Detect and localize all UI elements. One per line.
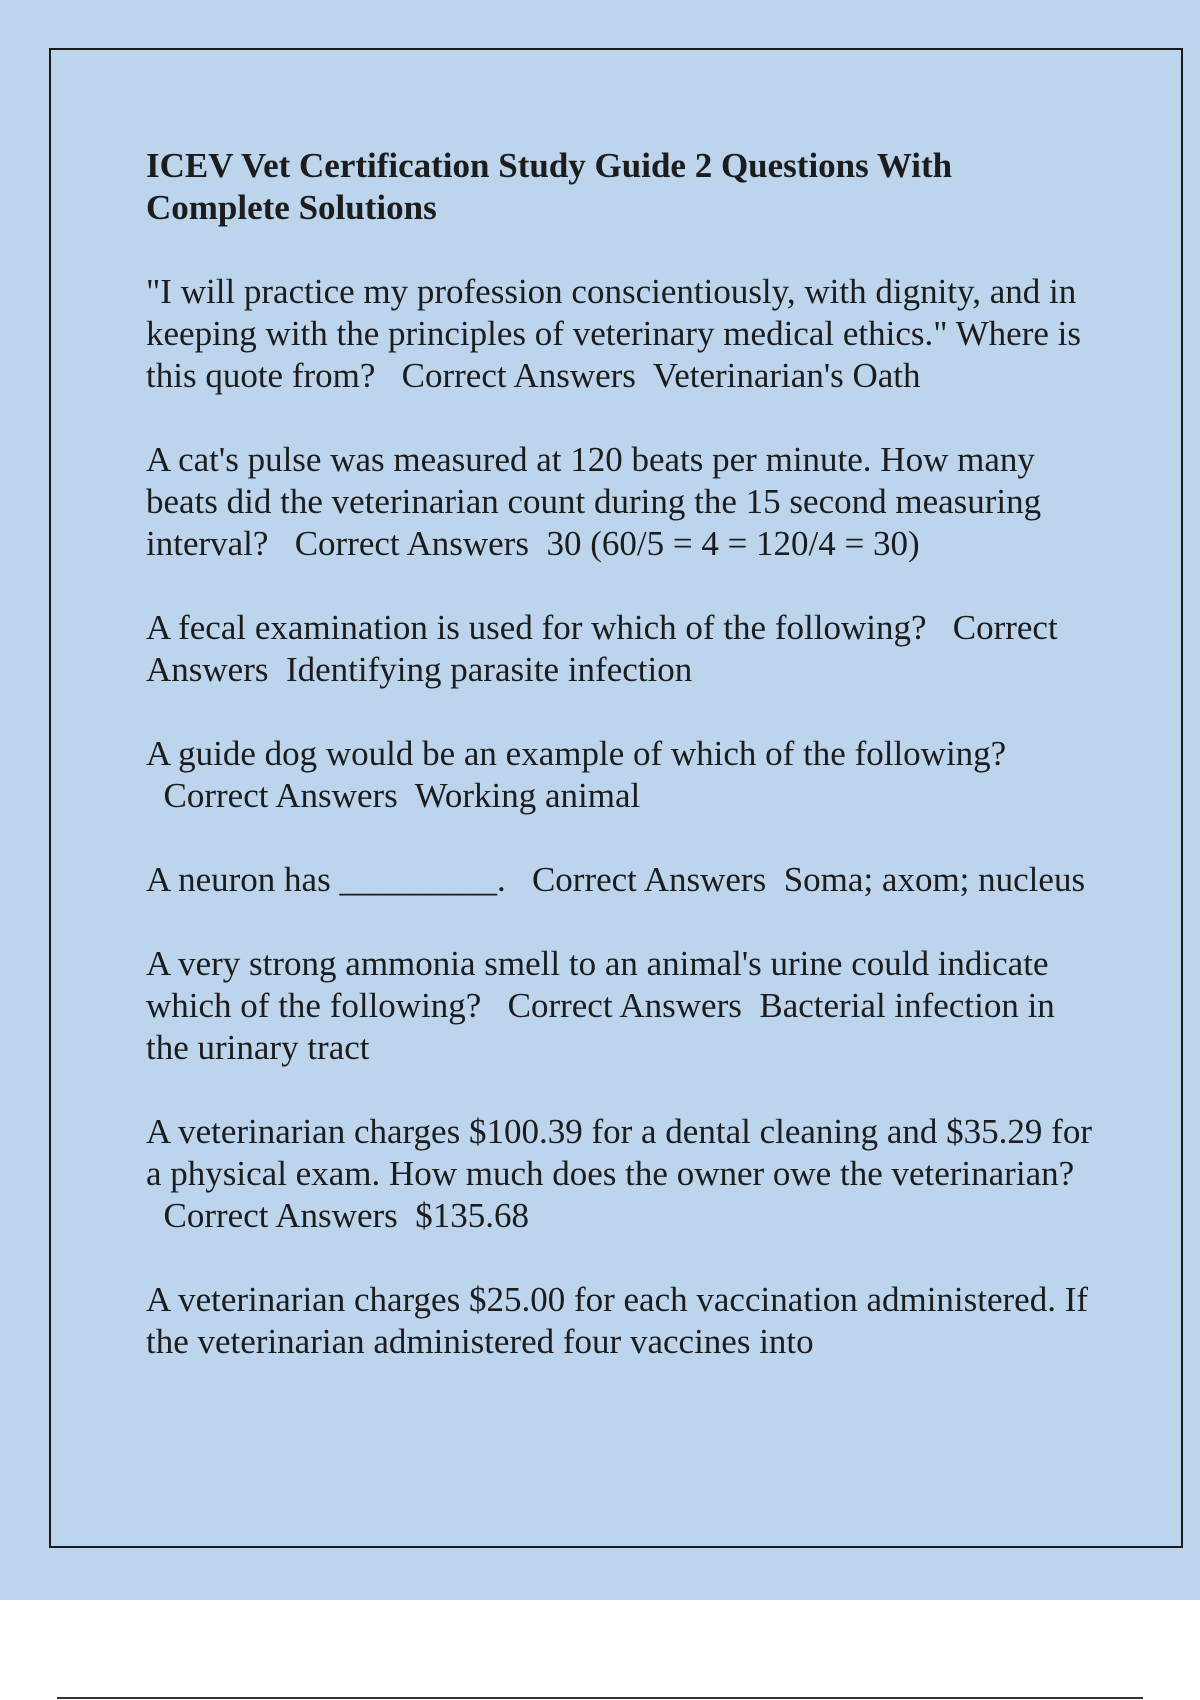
- qa-item: [146, 439, 1096, 565]
- document-title: ICEV Vet Certification Study Guide 2 Questions With Complete Solutions: [146, 146, 953, 227]
- qa-item: [146, 859, 1096, 901]
- answer-label: Correct Answers: [294, 524, 529, 563]
- question-text: A veterinarian charges $25.00 for each vaccination administered. If the veterinarian administered four vaccines into: [146, 1280, 1089, 1361]
- question-text: "I will practice my profession conscientiously, with dignity, and in keeping with the principles of veterinary medical ethics." Where is this quote from?: [146, 272, 1081, 395]
- qa-item: [146, 733, 1096, 817]
- question-text: A veterinarian charges $100.39 for a dental cleaning and $35.29 for a physical exam. How much does the owner owe the veterinarian?: [146, 1112, 1092, 1193]
- question-text: A fecal examination is used for which of the following?: [146, 608, 927, 647]
- answer-text: $135.68: [415, 1196, 530, 1235]
- qa-item: [146, 1111, 1096, 1237]
- answer-label: Correct Answers: [146, 608, 1058, 689]
- question-text: A neuron has _________.: [146, 860, 506, 899]
- qa-item-truncated: [146, 1279, 1096, 1363]
- answer-text: Working animal: [414, 776, 641, 815]
- answer-text: Identifying parasite infection: [285, 650, 693, 689]
- document-body: [146, 145, 1096, 1363]
- answer-text: Soma; axom; nucleus: [783, 860, 1086, 899]
- answer-label: Correct Answers: [507, 986, 742, 1025]
- answer-text: Veterinarian's Oath: [652, 356, 921, 395]
- answer-label: Correct Answers: [163, 1196, 398, 1235]
- qa-item: [146, 943, 1096, 1069]
- qa-item: [146, 607, 1096, 691]
- qa-item: [146, 271, 1096, 397]
- answer-text: 30 (60/5 = 4 = 120/4 = 30): [546, 524, 920, 563]
- question-text: A guide dog would be an example of which of the following?: [146, 734, 1007, 773]
- answer-label: Correct Answers: [401, 356, 636, 395]
- question-text: A very strong ammonia smell to an animal's urine could indicate which of the following?: [146, 944, 1049, 1025]
- question-text: A cat's pulse was measured at 120 beats per minute. How many beats did the veterinarian count during the 15 second measuring interval?: [146, 440, 1042, 563]
- answer-text: Bacterial infection in the urinary tract: [146, 986, 1055, 1067]
- footer-divider: [57, 1697, 1143, 1699]
- answer-label: Correct Answers: [531, 860, 767, 899]
- answer-label: Correct Answers: [163, 776, 398, 815]
